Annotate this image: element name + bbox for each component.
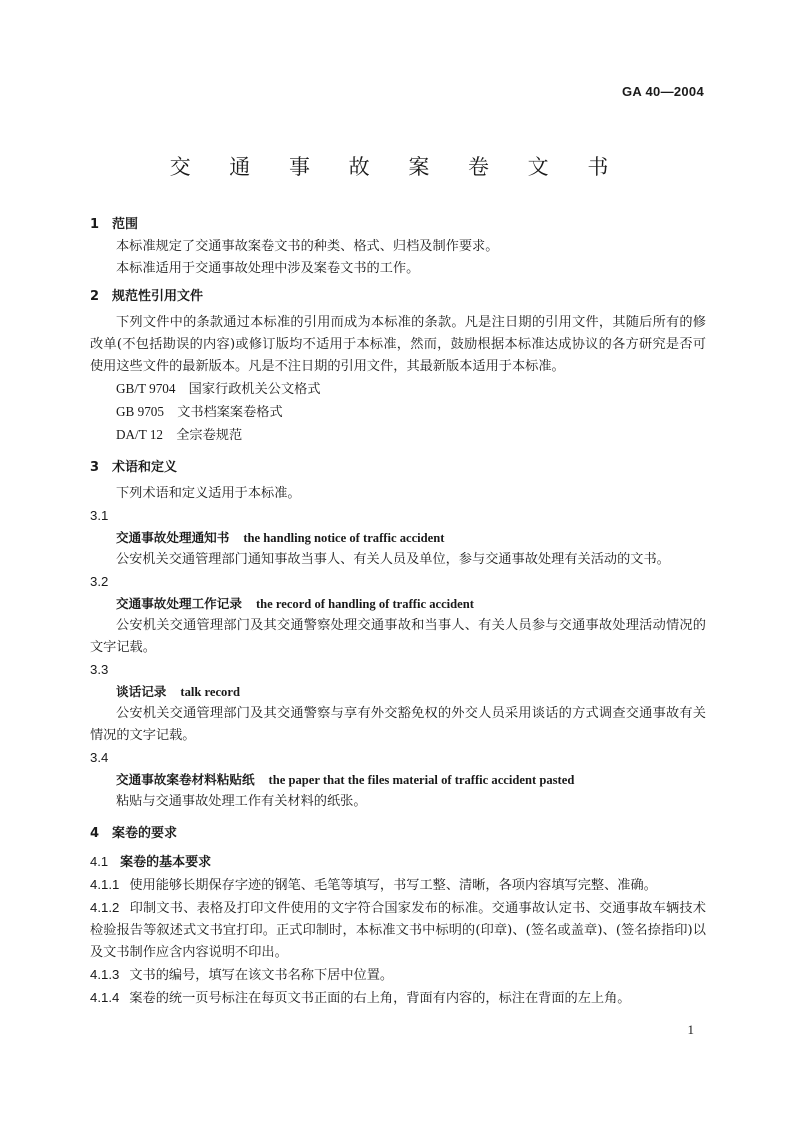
section-title: 案卷的要求 bbox=[112, 826, 178, 841]
reference-item bbox=[90, 424, 706, 447]
term-number: 3.4 bbox=[90, 750, 109, 765]
reference-code: DA/T 12 bbox=[116, 427, 164, 442]
standard-code: GA 40—2004 bbox=[621, 84, 704, 99]
section-number: 3 bbox=[90, 460, 100, 475]
subsection-number: 4.1 bbox=[90, 854, 109, 869]
section-title: 术语和定义 bbox=[112, 460, 178, 475]
reference-code: GB 9705 bbox=[116, 404, 164, 419]
clause-number: 4.1.3 bbox=[90, 967, 120, 982]
paragraph: 本标准适用于交通事故处理中涉及案卷文书的工作。 bbox=[116, 261, 420, 276]
paragraph: 下列文件中的条款通过本标准的引用而成为本标准的条款。凡是注日期的引用文件，其随后所有的修改单(不包括勘误的内容)或修订版均不适用于本标准，然而，鼓励根据本标准达成协议的各方研究是否可使用这些文件的最新版本。凡是不注日期的引用文件，其最新版本适用于本标准。 bbox=[90, 315, 706, 374]
term-en: the record of handling of traffic accident bbox=[255, 597, 474, 611]
term-heading bbox=[90, 769, 706, 791]
section-2-heading bbox=[90, 286, 706, 308]
section-number: 1 bbox=[90, 217, 100, 232]
term-heading bbox=[90, 681, 706, 703]
page-number: 1 bbox=[687, 1022, 694, 1037]
reference-name: 全宗卷规范 bbox=[176, 428, 243, 443]
clause-text: 案卷的统一页号标注在每页文书正面的右上角，背面有内容的，标注在背面的左上角。 bbox=[129, 991, 631, 1006]
term-en: the handling notice of traffic accident bbox=[243, 531, 445, 545]
section-number: 4 bbox=[90, 826, 100, 841]
term-number: 3.3 bbox=[90, 662, 109, 677]
clause-number: 4.1.2 bbox=[90, 900, 120, 915]
term-en: talk record bbox=[180, 685, 240, 699]
term-number: 3.1 bbox=[90, 508, 109, 523]
reference-name: 国家行政机关公文格式 bbox=[188, 382, 321, 397]
reference-item bbox=[90, 378, 706, 401]
term-cn: 谈话记录 bbox=[116, 684, 167, 699]
clause-item bbox=[90, 964, 706, 987]
section-title: 规范性引用文件 bbox=[112, 289, 204, 304]
clause-item bbox=[90, 987, 706, 1010]
clause-item bbox=[90, 874, 706, 897]
section-3-heading bbox=[90, 457, 706, 479]
term-heading bbox=[90, 527, 706, 549]
paragraph: 下列术语和定义适用于本标准。 bbox=[116, 486, 301, 501]
term-en: the paper that the files material of traffic accident pasted bbox=[268, 773, 575, 787]
term-definition: 公安机关交通管理部门及其交通警察与享有外交豁免权的外交人员采用谈话的方式调查交通事故有关情况的文字记载。 bbox=[90, 706, 706, 743]
term-cn: 交通事故处理工作记录 bbox=[116, 596, 242, 611]
term-heading bbox=[90, 593, 706, 615]
document-title: 交 通 事 故 案 卷 文 书 bbox=[169, 155, 625, 179]
term-definition: 粘贴与交通事故处理工作有关材料的纸张。 bbox=[116, 794, 367, 809]
term-definition: 公安机关交通管理部门及其交通警察处理交通事故和当事人、有关人员参与交通事故处理活动情况的文字记载。 bbox=[90, 618, 706, 655]
section-4-heading bbox=[90, 823, 706, 845]
term-number: 3.2 bbox=[90, 574, 109, 589]
clause-text: 文书的编号，填写在该文书名称下居中位置。 bbox=[129, 968, 394, 983]
term-cn: 交通事故处理通知书 bbox=[116, 530, 230, 545]
section-title: 范围 bbox=[112, 217, 139, 232]
document-body bbox=[90, 214, 706, 1010]
clause-text: 印制文书、表格及打印文件使用的文字符合国家发布的标准。交通事故认定书、交通事故车辆技术检验报告等叙述式文书宜打印。正式印制时，本标准文书中标明的(印章)、(签名或盖章)、(签名捺指印)以及文书制作应含内容说明不印出。 bbox=[90, 901, 706, 960]
clause-number: 4.1.4 bbox=[90, 990, 120, 1005]
term-cn: 交通事故案卷材料粘贴纸 bbox=[116, 772, 255, 787]
clause-item bbox=[90, 897, 706, 964]
reference-name: 文书档案案卷格式 bbox=[177, 405, 283, 420]
term-definition: 公安机关交通管理部门通知事故当事人、有关人员及单位，参与交通事故处理有关活动的文书。 bbox=[116, 552, 670, 567]
paragraph: 本标准规定了交通事故案卷文书的种类、格式、归档及制作要求。 bbox=[116, 239, 499, 254]
section-number: 2 bbox=[90, 289, 100, 304]
subsection-heading bbox=[90, 851, 706, 874]
reference-item bbox=[90, 401, 706, 424]
clause-number: 4.1.1 bbox=[90, 877, 120, 892]
clause-text: 使用能够长期保存字迹的钢笔、毛笔等填写，书写工整、清晰，各项内容填写完整、准确。 bbox=[129, 878, 657, 893]
section-1-heading bbox=[90, 214, 706, 236]
reference-code: GB/T 9704 bbox=[116, 381, 176, 396]
subsection-title: 案卷的基本要求 bbox=[120, 855, 212, 870]
